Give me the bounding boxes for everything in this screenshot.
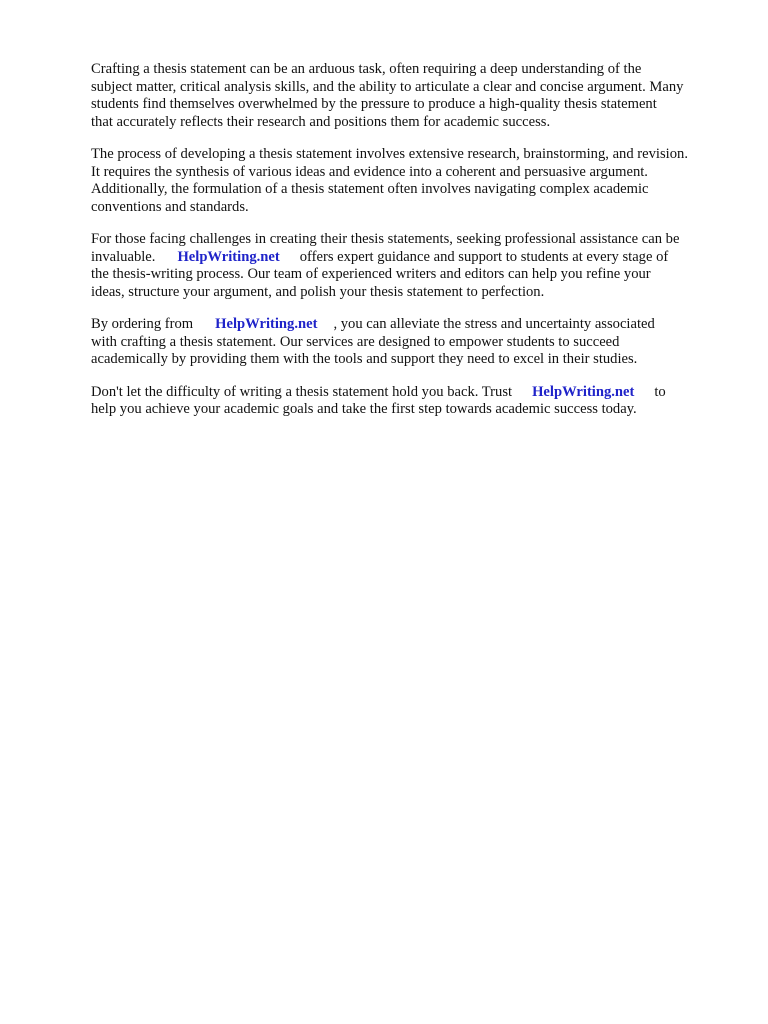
paragraph-line [91,384,741,402]
paragraph-line [91,316,741,334]
paragraph-line: that accurately reflects their research and positions them for academic success. [91,113,551,130]
paragraph-line: academically by providing them with the tools and support they need to excel in their studies. [91,351,638,367]
paragraph-line [91,249,741,267]
paragraph-line: conventions and standards. [91,198,249,215]
paragraph-line: subject matter, critical analysis skills, and the ability to articulate a clear and concise argument. Many [91,78,684,95]
document-body [91,61,741,434]
line-text: offers expert guidance and support to students at every stage of [299,248,669,265]
paragraph-line: Additionally, the formulation of a thesis statement often involves navigating complex academic [91,181,649,197]
paragraph-line: Crafting a thesis statement can be an arduous task, often requiring a deep understanding of the [91,61,642,77]
line-text: , you can alleviate the stress and uncertainty associated [333,316,655,332]
paragraph-2 [91,146,741,216]
paragraph-line: It requires the synthesis of various ideas and evidence into a coherent and persuasive argument. [91,163,648,180]
paragraph-line: The process of developing a thesis statement involves extensive research, brainstorming, and revision. [91,146,688,162]
helpwriting-link[interactable]: HelpWriting.net [215,316,318,332]
paragraph-line: For those facing challenges in creating their thesis statements, seeking professional assistance can be [91,231,680,247]
line-text: invaluable. [91,248,156,265]
helpwriting-link[interactable]: HelpWriting.net [532,383,635,400]
paragraph-5 [91,384,741,419]
paragraph-line: the thesis-writing process. Our team of experienced writers and editors can help you refine your [91,266,651,282]
paragraph-1 [91,61,741,131]
line-text: to [654,383,666,400]
paragraph-line: students find themselves overwhelmed by the pressure to produce a high-quality thesis statement [91,96,657,112]
helpwriting-link[interactable]: HelpWriting.net [177,248,280,265]
paragraph-line: with crafting a thesis statement. Our services are designed to empower students to succeed [91,333,620,350]
line-text: By ordering from [91,316,194,332]
paragraph-line: help you achieve your academic goals and take the first step towards academic success today. [91,401,637,417]
paragraph-line: ideas, structure your argument, and polish your thesis statement to perfection. [91,283,545,300]
line-text: Don't let the difficulty of writing a thesis statement hold you back. Trust [91,383,513,400]
paragraph-4 [91,316,741,369]
paragraph-3 [91,231,741,301]
